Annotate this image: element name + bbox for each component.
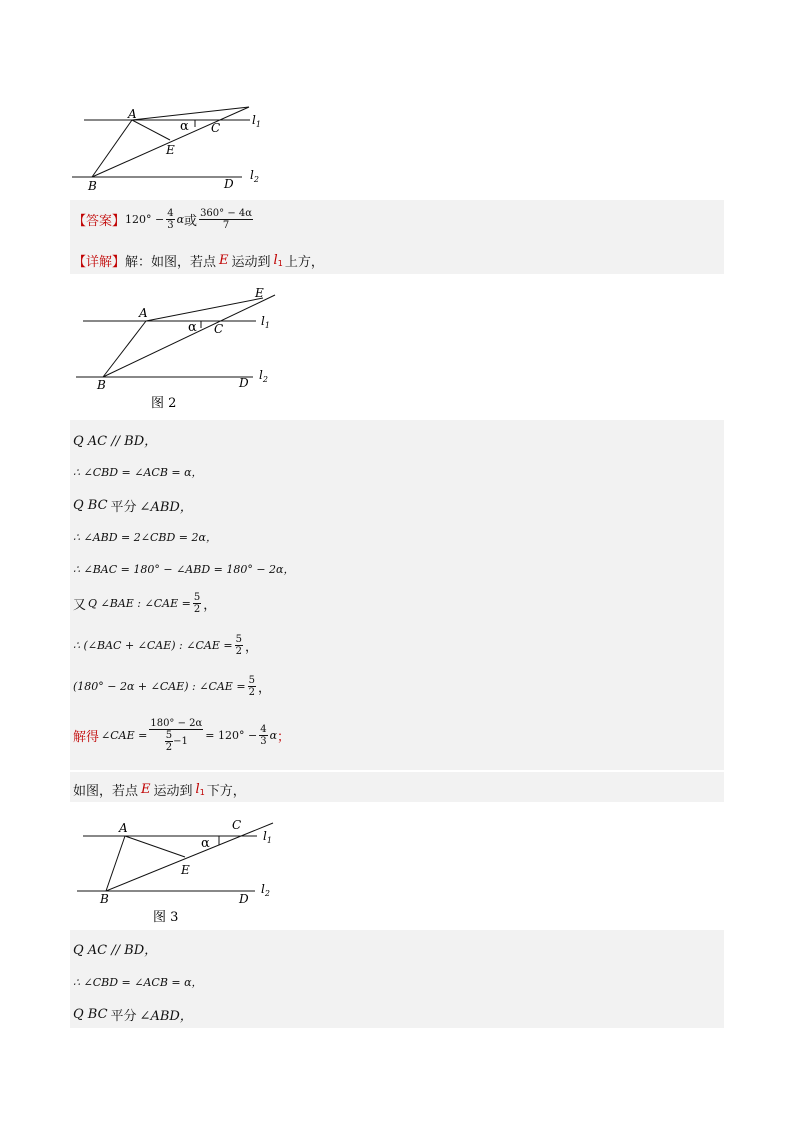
step-4: ∴ ∠ABD = 2∠CBD = 2α， xyxy=(73,531,217,544)
figure-3-caption: 图 3 xyxy=(153,910,179,925)
step-9 xyxy=(73,718,290,753)
detail2-line-l: l xyxy=(195,782,200,797)
step-3 xyxy=(73,496,193,515)
step-7 xyxy=(73,634,258,657)
step-8 xyxy=(73,675,271,698)
figure-2 xyxy=(71,283,280,413)
answer-or: 或 xyxy=(184,214,198,229)
label-D: D xyxy=(224,177,234,191)
label-C: C xyxy=(214,322,224,336)
label-A: A xyxy=(119,821,128,835)
step-9-complex-fraction: 180° − 2α $\frac{5}{2}$ −1 xyxy=(150,718,203,753)
step-b-3-c: ∠ABD， xyxy=(139,1009,193,1024)
detail2-text-3: 下方， xyxy=(206,784,246,799)
step-6-end: ， xyxy=(203,598,217,613)
step-9-fraction: $\frac{4}{3}$ xyxy=(260,724,267,747)
step-1: Q AC // BD， xyxy=(73,434,158,449)
detail2-text-1: 如图，若点 xyxy=(73,784,139,799)
label-l2: $l_2$ xyxy=(261,882,270,898)
figure-1 xyxy=(70,100,280,195)
detail-line-sub: 1 xyxy=(277,259,283,268)
answer-fraction-2: $\frac{360^\circ - 4\alpha}{7}$ xyxy=(200,208,253,231)
figure-3 xyxy=(71,807,283,929)
step-9-a: 解得 xyxy=(73,730,100,745)
label-A: A xyxy=(139,306,148,320)
step-9-alpha: α xyxy=(269,729,278,742)
step-7-end: ， xyxy=(244,640,258,655)
label-l1: $l_1$ xyxy=(263,829,272,845)
answer-fraction-1: $\frac{4}{3}$ xyxy=(167,208,174,231)
step-5: ∴ ∠BAC = 180° − ∠ABD = 180° − 2α， xyxy=(73,563,295,576)
step-b-3 xyxy=(73,1005,193,1024)
label-alpha: α xyxy=(188,320,197,335)
label-l1: $l_1$ xyxy=(261,314,270,330)
label-D: D xyxy=(239,376,249,390)
step-7-fraction: $\frac{5}{2}$ xyxy=(235,634,242,657)
step-6-a: 又 xyxy=(73,598,87,613)
label-B: B xyxy=(97,378,106,392)
detail-point-E: E xyxy=(219,253,229,268)
label-l2: $l_2$ xyxy=(250,168,259,184)
detail-text-2: 运动到 xyxy=(231,255,271,270)
step-3-b: 平分 xyxy=(110,500,137,515)
label-C: C xyxy=(232,818,242,832)
answer-line xyxy=(73,208,255,231)
detail-tag: 【详解】 xyxy=(73,255,126,270)
detail-line xyxy=(73,251,324,270)
step-3-a: Q BC xyxy=(73,498,108,513)
step-6 xyxy=(73,592,216,615)
detail2-line xyxy=(73,780,246,799)
label-B: B xyxy=(88,179,97,193)
detail2-point-E: E xyxy=(141,782,151,797)
answer-alpha: α xyxy=(176,213,185,226)
answer-prefix: 120° − xyxy=(125,213,165,226)
step-6-fraction: $\frac{5}{2}$ xyxy=(193,592,201,615)
label-B: B xyxy=(100,892,109,906)
label-A: A xyxy=(128,107,137,121)
label-l1: $l_1$ xyxy=(252,113,261,129)
step-b-1: Q AC // BD， xyxy=(73,943,158,958)
label-E: E xyxy=(181,863,190,877)
step-6-b: Q ∠BAE : ∠CAE = xyxy=(88,597,191,610)
label-alpha: α xyxy=(201,836,210,851)
figure-2-caption: 图 2 xyxy=(151,396,177,411)
label-D: D xyxy=(239,892,249,906)
answer-tag: 【答案】 xyxy=(73,214,126,229)
label-l2: $l_2$ xyxy=(259,368,268,384)
step-7-a: ∴ (∠BAC + ∠CAE) : ∠CAE = xyxy=(73,639,233,652)
step-8-fraction: $\frac{5}{2}$ xyxy=(248,675,255,698)
label-C: C xyxy=(211,121,221,135)
step-2: ∴ ∠CBD = ∠ACB = α， xyxy=(73,466,203,479)
step-8-end: ， xyxy=(257,681,271,696)
detail2-line-sub: 1 xyxy=(199,788,205,797)
step-9-b: ∠CAE = xyxy=(101,729,148,742)
step-b-2: ∴ ∠CBD = ∠ACB = α， xyxy=(73,976,203,989)
step-3-c: ∠ABD， xyxy=(139,500,193,515)
detail-text-1: 解：如图，若点 xyxy=(125,255,217,270)
step-b-3-a: Q BC xyxy=(73,1007,108,1022)
step-9-end: ； xyxy=(277,730,291,745)
label-E: E xyxy=(255,286,264,300)
detail2-text-2: 运动到 xyxy=(153,784,193,799)
label-E: E xyxy=(166,143,175,157)
step-8-a: (180° − 2α + ∠CAE) : ∠CAE = xyxy=(73,680,246,693)
detail-line-l: l xyxy=(273,253,278,268)
label-alpha: α xyxy=(180,119,189,134)
step-b-3-b: 平分 xyxy=(110,1009,137,1024)
step-9-c: = 120° − xyxy=(205,729,258,742)
detail-text-3: 上方， xyxy=(284,255,324,270)
